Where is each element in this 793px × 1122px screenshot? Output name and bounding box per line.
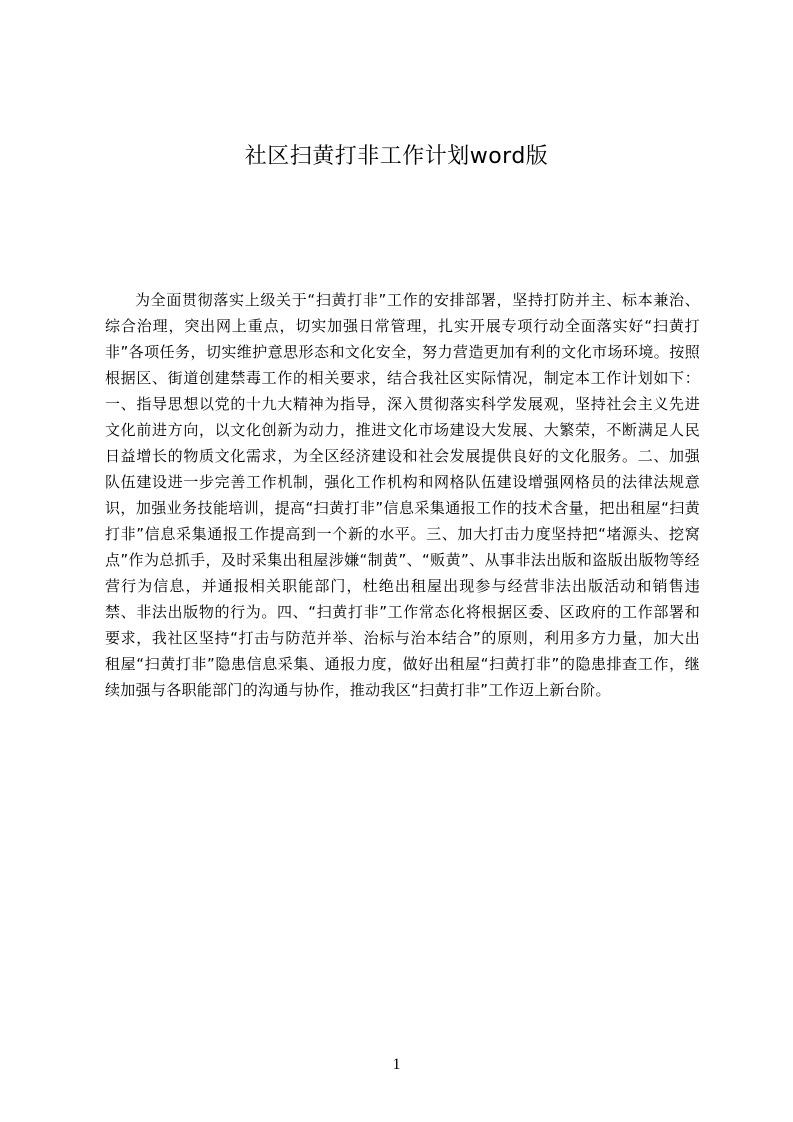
page-number: 1 [392,1056,401,1073]
document-title: 社区扫黄打非工作计划word版 [244,144,549,169]
document-body-paragraph: 为全面贯彻落实上级关于“扫黄打非”工作的安排部署，坚持打防并主、标本兼治、综合治理，突出网上重点，切实加强日常管理，扎实开展专项行动全面落实好“扫黄打非”各项任务，切实维护意思形态和文化安全，努力营造更加有利的文化市场环境。按照根据区、街道创建禁毒工作的相关要求，结合我社区实际情况，制定本工作计划如下：一、指导思想以党的十九大精神为指导，深入贯彻落实科学发展观，坚持社会主义先进文化前进方向，以文化创新为动力，推进文化市场建设大发展、大繁荣，不断满足人民日益增长的物质文化需求，为全区经济建设和社会发展提供良好的文化服务。二、加强队伍建设进一步完善工作机制，强化工作机构和网格队伍建设增强网格员的法律法规意识，加强业务技能培训，提高“扫黄打非”信息采集通报工作的技术含量，把出租屋“扫黄打非”信息采集通报工作提高到一个新的水平。三、加大打击力度坚持把“堵源头、挖窝点”作为总抓手，及时采集出租屋涉嫌“制黄”、“贩黄”、从事非法出版和盗版出版物等经营行为信息，并通报相关职能部门，杜绝出租屋出现参与经营非法出版活动和销售违禁、非法出版物的行为。四、“扫黄打非”工作常态化将根据区委、区政府的工作部署和要求，我社区坚持“打击与防范并举、治标与治本结合”的原则，利用多方力量，加大出租屋“扫黄打非”隐患信息采集、通报力度，做好出租屋“扫黄打非”的隐患排查工作，继续加强与各职能部门的沟通与协作，推动我区“扫黄打非”工作迈上新台阶。 [105,291,700,699]
